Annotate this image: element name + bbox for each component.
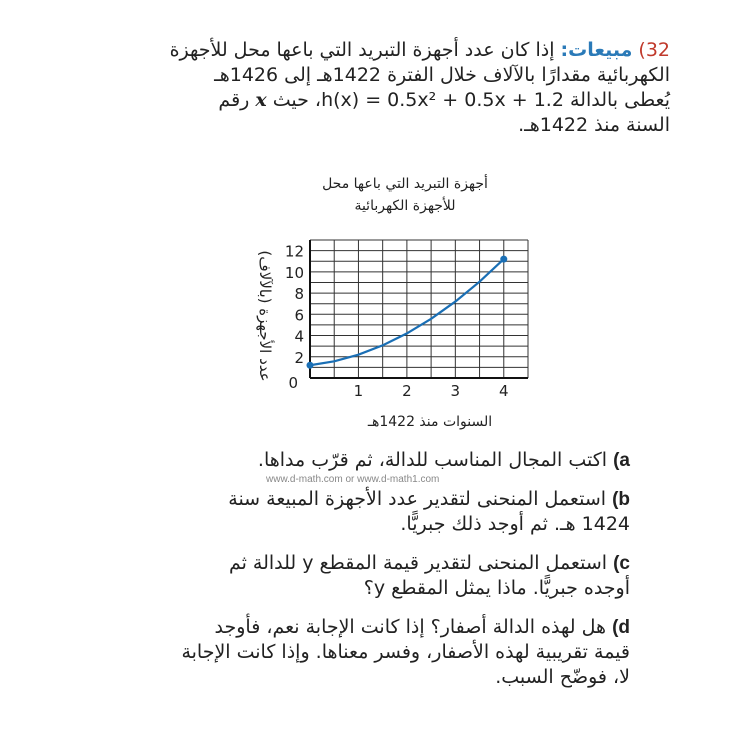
- part-a-text: اكتب المجال المناسب للدالة، ثم قرّب مداها.: [257, 449, 608, 471]
- variable-x: x: [255, 89, 267, 111]
- part-d-text: هل لهذه الدالة أصفار؟ إذا كانت الإجابة نعم، فأوجد قيمة تقريبية لهذه الأصفار، وفسر معناها. وإذا كانت الإجابة لا، فوضّح السبب.: [181, 616, 630, 688]
- x-axis-label: السنوات منذ 1422هـ: [367, 414, 493, 430]
- chart-title-line-1: أجهزة التبريد التي باعها محل: [322, 176, 488, 192]
- x-tick-label: 1: [353, 382, 364, 400]
- problem-line-1: [90, 38, 670, 63]
- part-b-text: استعمل المنحنى لتقدير عدد الأجهزة المبيعة سنة 1424 هـ. ثم أوجد ذلك جبريًّا.: [228, 488, 630, 535]
- x-tick-label: 3: [450, 382, 461, 400]
- part-d-label: d): [612, 617, 630, 638]
- y-tick-label: 12: [284, 242, 304, 261]
- question-parts: [180, 448, 630, 698]
- part-d: [180, 615, 630, 690]
- y-tick-label: 8: [294, 285, 304, 304]
- y-tick-label: 6: [294, 306, 304, 325]
- problem-number: 32): [638, 39, 670, 61]
- series-end-point: [500, 256, 507, 263]
- problem-text-3-end: رقم: [218, 89, 250, 111]
- function-formula: h(x) = 0.5x² + 0.5x + 1.2: [321, 89, 564, 111]
- problem-line-3: [90, 88, 670, 113]
- problem-keyword: مبيعات:: [560, 39, 633, 61]
- problem-text-3-suffix: ، حيث: [272, 89, 322, 111]
- y-tick-label: 2: [294, 348, 304, 367]
- chart-grid: [310, 240, 528, 378]
- part-b-label: b): [612, 489, 630, 510]
- part-c-text: استعمل المنحنى لتقدير قيمة المقطع y للدالة ثم أوجده جبريًّا. ماذا يمثل المقطع y؟: [228, 552, 630, 599]
- part-a-label: a): [613, 450, 630, 471]
- problem-text-3-prefix: يُعطى بالدالة: [569, 89, 670, 111]
- part-b: [180, 487, 630, 537]
- chart-axes: [310, 240, 528, 378]
- y-tick-label: 10: [284, 263, 304, 282]
- y-tick-label: 4: [294, 327, 304, 346]
- watermark: www.d-math.com or www.d-math1.com: [266, 474, 440, 485]
- problem-text-1: إذا كان عدد أجهزة التبريد التي باعها محل للأجهزة: [169, 39, 555, 61]
- x-tick-label: 2: [402, 382, 412, 400]
- origin-label: 0: [288, 374, 298, 392]
- problem-text-4: السنة منذ 1422هـ.: [518, 114, 670, 136]
- chart-tick-labels: [285, 243, 509, 400]
- part-c: [180, 551, 630, 601]
- series-start-point: [307, 362, 314, 369]
- problem-statement: [90, 38, 670, 138]
- part-a: [180, 448, 630, 473]
- problem-text-2: الكهربائية مقدارًا بالآلاف خلال الفترة 1422هـ إلى 1426هـ: [214, 64, 670, 86]
- chart-title-line-2: للأجهزة الكهربائية: [354, 198, 456, 214]
- part-c-label: c): [613, 553, 630, 574]
- sales-chart: [230, 168, 540, 438]
- y-axis-label: عدد الأجهزة (بالآلاف): [256, 250, 274, 382]
- x-tick-label: 4: [499, 382, 509, 400]
